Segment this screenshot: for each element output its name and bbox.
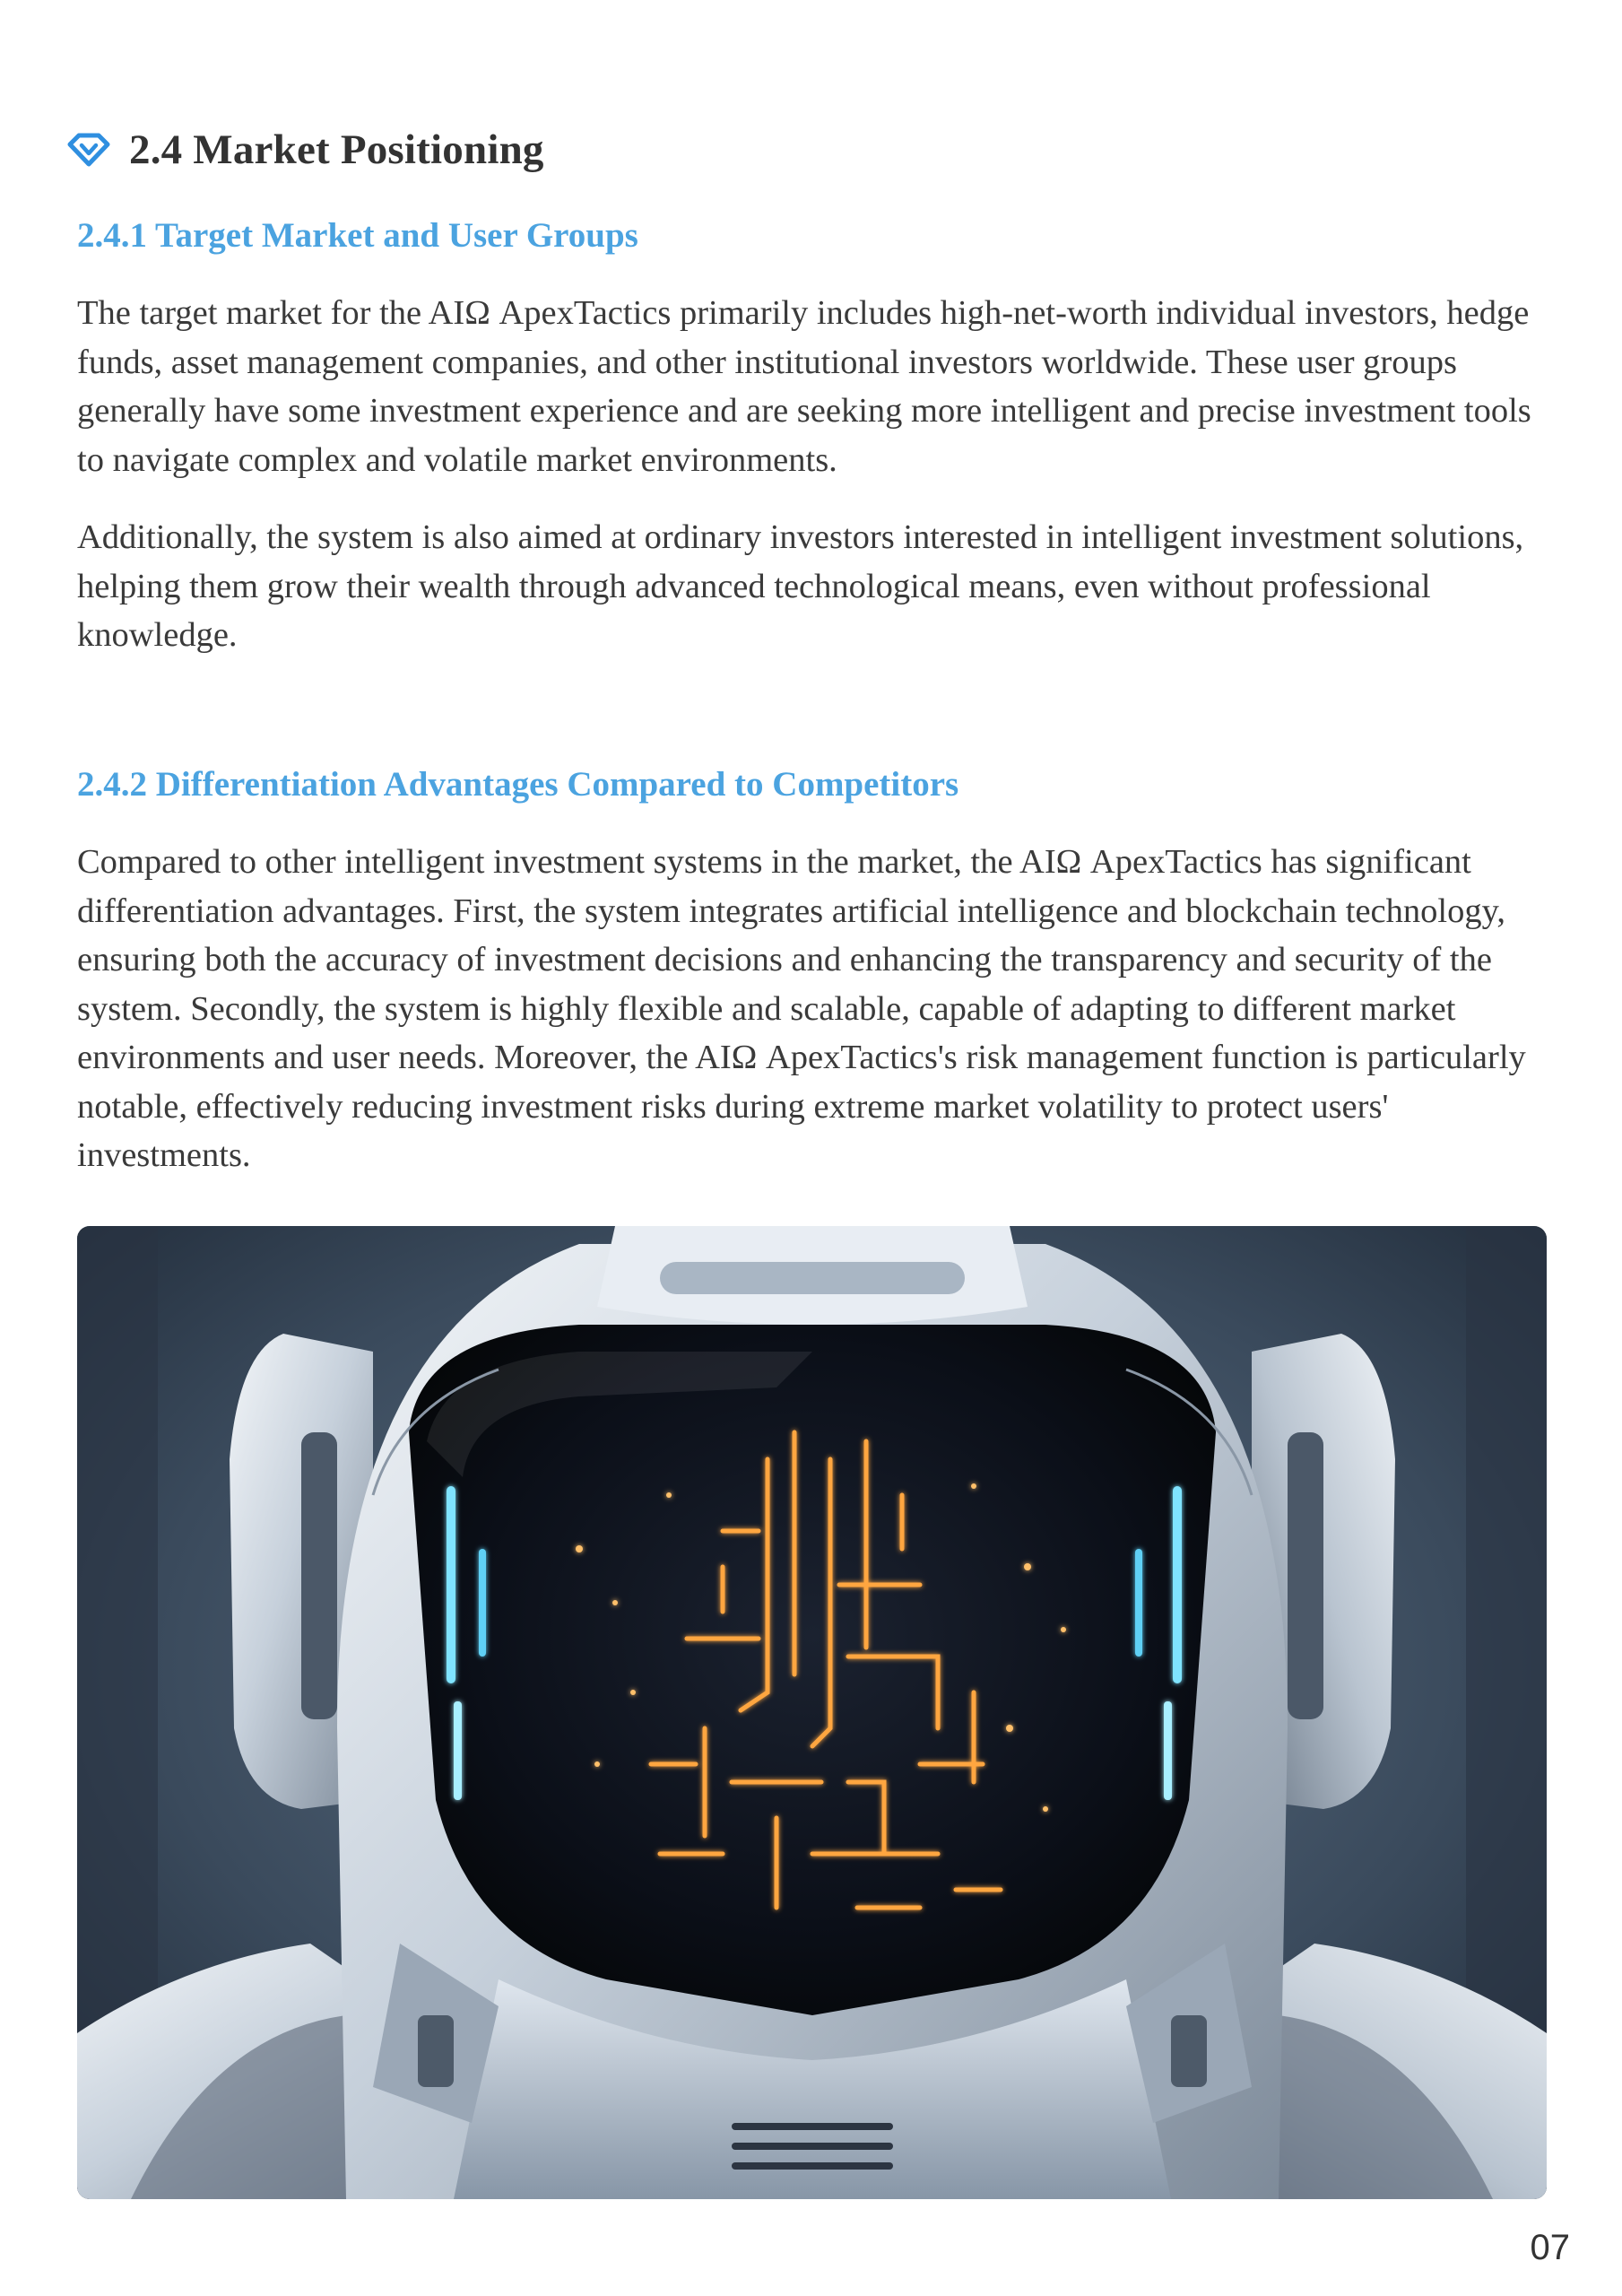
- paragraph-differentiation: Compared to other intelligent investment systems in the market, the AIΩ ApexTactics has significant differentiation advantages. First, the system integrates artificial intelligence and blockchain technology, ensuring both the accuracy of investment decisions and enhancing the transparency and security of the system. Secondly, the system is highly flexible and scalable, capable of adapting to different market environments and user needs. Moreover, the AIΩ ApexTactics's risk management function is particularly notable, effectively reducing investment risks during extreme market volatility to protect users' investments.: [77, 843, 1526, 1174]
- subsection-heading-differentiation: 2.4.2 Differentiation Advantages Compared to Competitors: [77, 765, 959, 804]
- section-heading: [66, 118, 544, 181]
- page-title: 2.4 Market Positioning: [129, 126, 544, 173]
- paragraph-target-market: The target market for the AIΩ ApexTactics primarily includes high-net-worth individual investors, hedge funds, asset management companies, and other institutional investors worldwide. These user groups generally have some investment experience and are seeking more intelligent and precise investment tools to navigate complex and volatile market environments.: [77, 294, 1531, 479]
- diamond-icon: [66, 132, 111, 168]
- page-number: 07: [1530, 2228, 1570, 2267]
- robot-helmet-image: [77, 1226, 1547, 2199]
- paragraph-ordinary-investors: Additionally, the system is also aimed at ordinary investors interested in intelligent investment solutions, helping them grow their wealth through advanced technological means, even without professional knowledge.: [77, 518, 1524, 654]
- subsection-heading-target-market: 2.4.1 Target Market and User Groups: [77, 216, 638, 255]
